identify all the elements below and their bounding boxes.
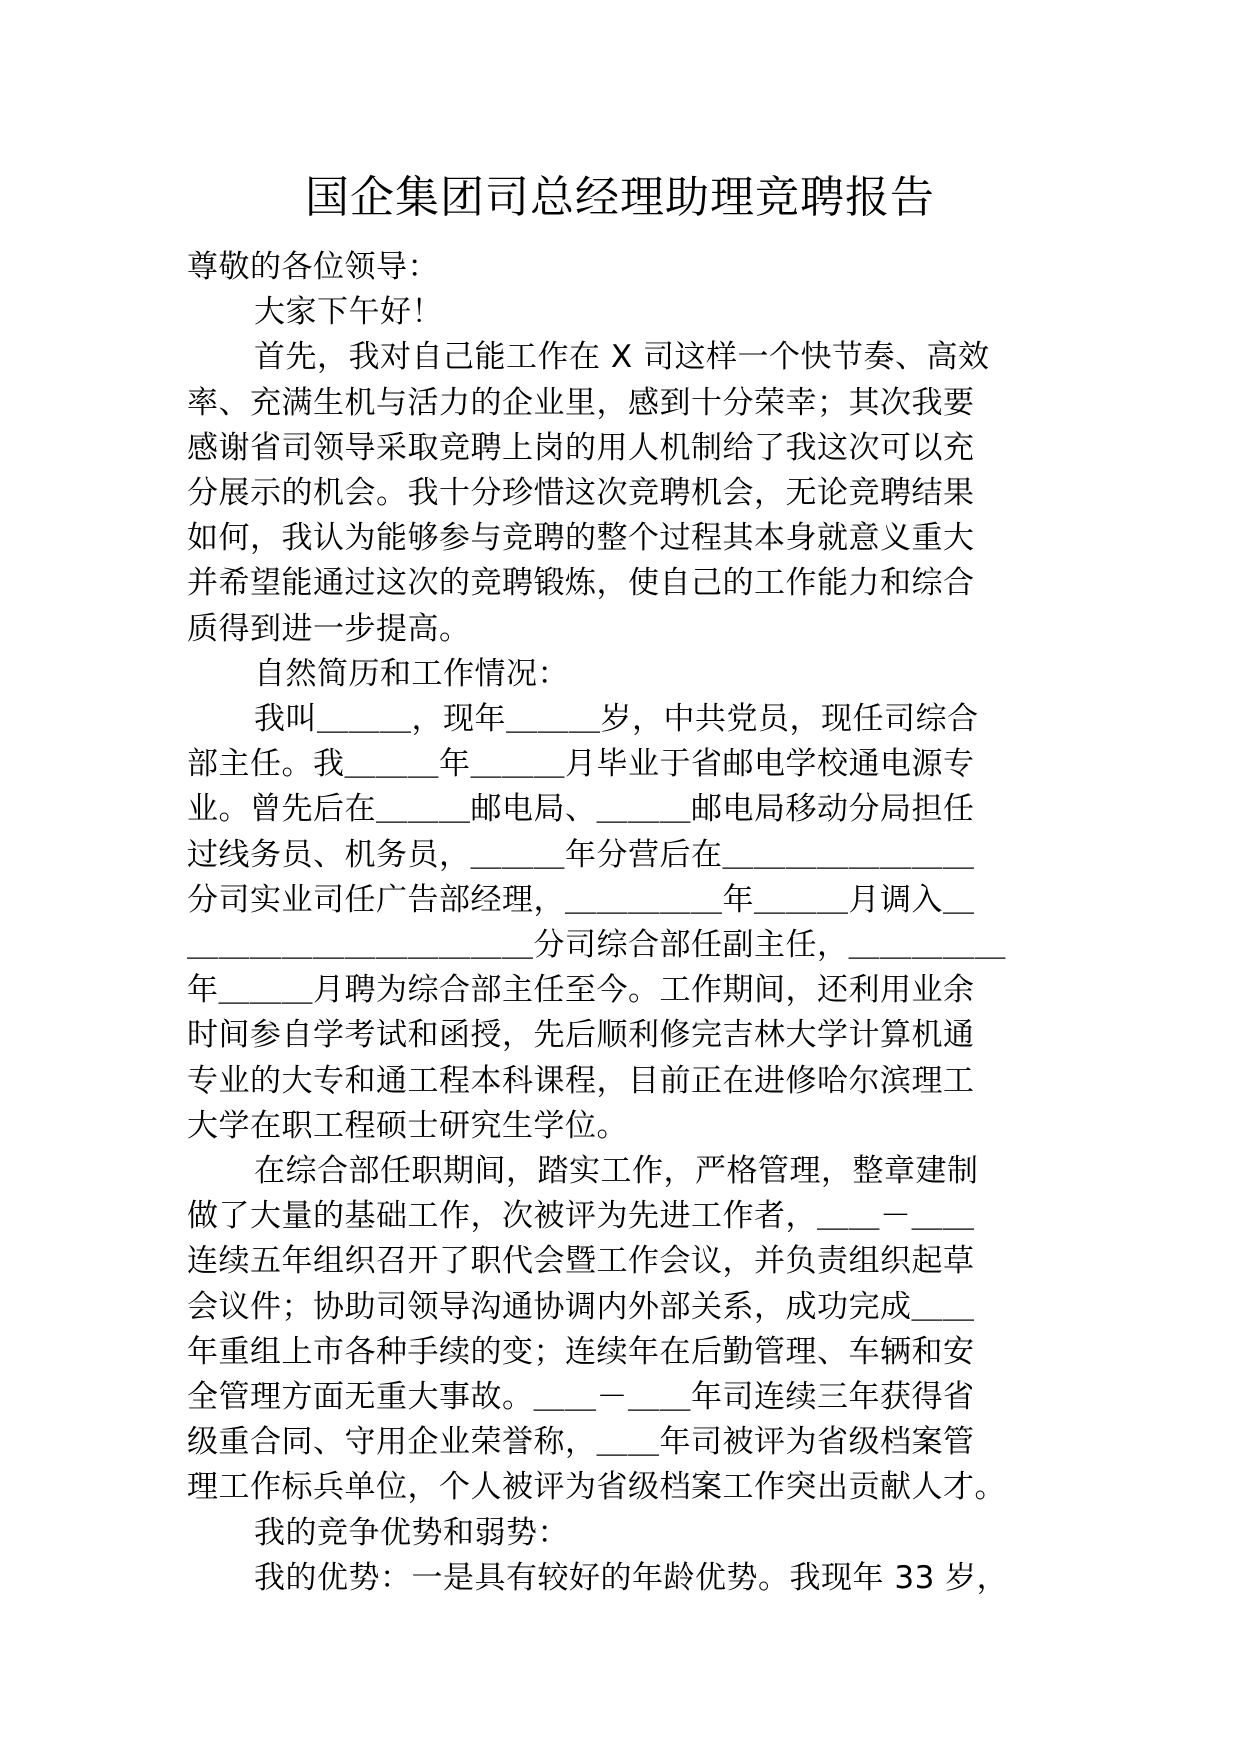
paragraph-intro-line: 率、充满生机与活力的企业里，感到十分荣幸；其次我要 bbox=[187, 384, 975, 421]
paragraph-intro-line: 首先，我对自己能工作在 X 司这样一个快节奏、高效 bbox=[254, 339, 990, 376]
document-title: 国企集团司总经理助理竞聘报告 bbox=[305, 172, 935, 223]
paragraph-resume-line: 业。曾先后在＿＿＿邮电局、＿＿＿邮电局移动分局担任 bbox=[187, 791, 975, 828]
paragraph-resume-line: 过线务员、机务员，＿＿＿年分营后在＿＿＿＿＿＿＿＿ bbox=[187, 836, 975, 873]
salutation-line: 尊敬的各位领导： bbox=[187, 249, 439, 285]
paragraph-strengths-line: 我的优势：一是具有较好的年龄优势。我现年 33 岁， bbox=[254, 1559, 1009, 1596]
section-heading-strengths: 我的竞争优势和弱势： bbox=[254, 1514, 569, 1551]
paragraph-achievement-line: 会议件；协助司领导沟通协调内外部关系，成功完成＿＿ bbox=[187, 1288, 975, 1325]
paragraph-achievement-line: 级重合同、守用企业荣誉称，＿＿年司被评为省级档案管 bbox=[187, 1424, 975, 1461]
paragraph-intro-line: 如何，我认为能够参与竞聘的整个过程其本身就意义重大 bbox=[187, 520, 975, 557]
paragraph-achievement-line: 在综合部任职期间，踏实工作，严格管理，整章建制 bbox=[254, 1153, 979, 1190]
greeting-line: 大家下午好！ bbox=[254, 294, 443, 331]
paragraph-resume-line: 年＿＿＿月聘为综合部主任至今。工作期间，还利用业余 bbox=[187, 972, 975, 1009]
paragraph-achievement-line: 全管理方面无重大事故。＿＿－＿＿年司连续三年获得省 bbox=[187, 1379, 975, 1416]
paragraph-achievement-line: 连续五年组织召开了职代会暨工作会议，并负责组织起草 bbox=[187, 1243, 975, 1280]
paragraph-intro-line: 分展示的机会。我十分珍惜这次竞聘机会，无论竞聘结果 bbox=[187, 475, 975, 512]
paragraph-achievement-line: 做了大量的基础工作，次被评为先进工作者，＿＿－＿＿ bbox=[187, 1198, 975, 1235]
paragraph-resume-line: 时间参自学考试和函授，先后顺利修完吉林大学计算机通 bbox=[187, 1017, 975, 1054]
paragraph-intro-line: 质得到进一步提高。 bbox=[187, 610, 471, 647]
paragraph-resume-line: 分司实业司任广告部经理，＿＿＿＿＿年＿＿＿月调入＿ bbox=[187, 881, 975, 918]
document-body bbox=[187, 245, 1057, 1601]
section-heading-resume: 自然简历和工作情况： bbox=[254, 655, 569, 692]
paragraph-resume-line: 部主任。我＿＿＿年＿＿＿月毕业于省邮电学校通电源专 bbox=[187, 746, 975, 783]
paragraph-resume-line: 专业的大专和通工程本科课程，目前正在进修哈尔滨理工 bbox=[187, 1062, 975, 1099]
paragraph-resume-line: ＿＿＿＿＿＿＿＿＿＿＿分司综合部任副主任，＿＿＿＿＿ bbox=[187, 927, 1006, 964]
paragraph-resume-line: 我叫＿＿＿，现年＿＿＿岁，中共党员，现任司综合 bbox=[254, 701, 979, 738]
paragraph-intro-line: 感谢省司领导采取竞聘上岗的用人机制给了我这次可以充 bbox=[187, 429, 975, 466]
paragraph-intro-line: 并希望能通过这次的竞聘锻炼，使自己的工作能力和综合 bbox=[187, 565, 975, 602]
paragraph-achievement-line: 理工作标兵单位，个人被评为省级档案工作突出贡献人才。 bbox=[187, 1469, 1006, 1506]
paragraph-achievement-line: 年重组上市各种手续的变；连续年在后勤管理、车辆和安 bbox=[187, 1333, 975, 1370]
paragraph-resume-line: 大学在职工程硕士研究生学位。 bbox=[187, 1107, 628, 1144]
